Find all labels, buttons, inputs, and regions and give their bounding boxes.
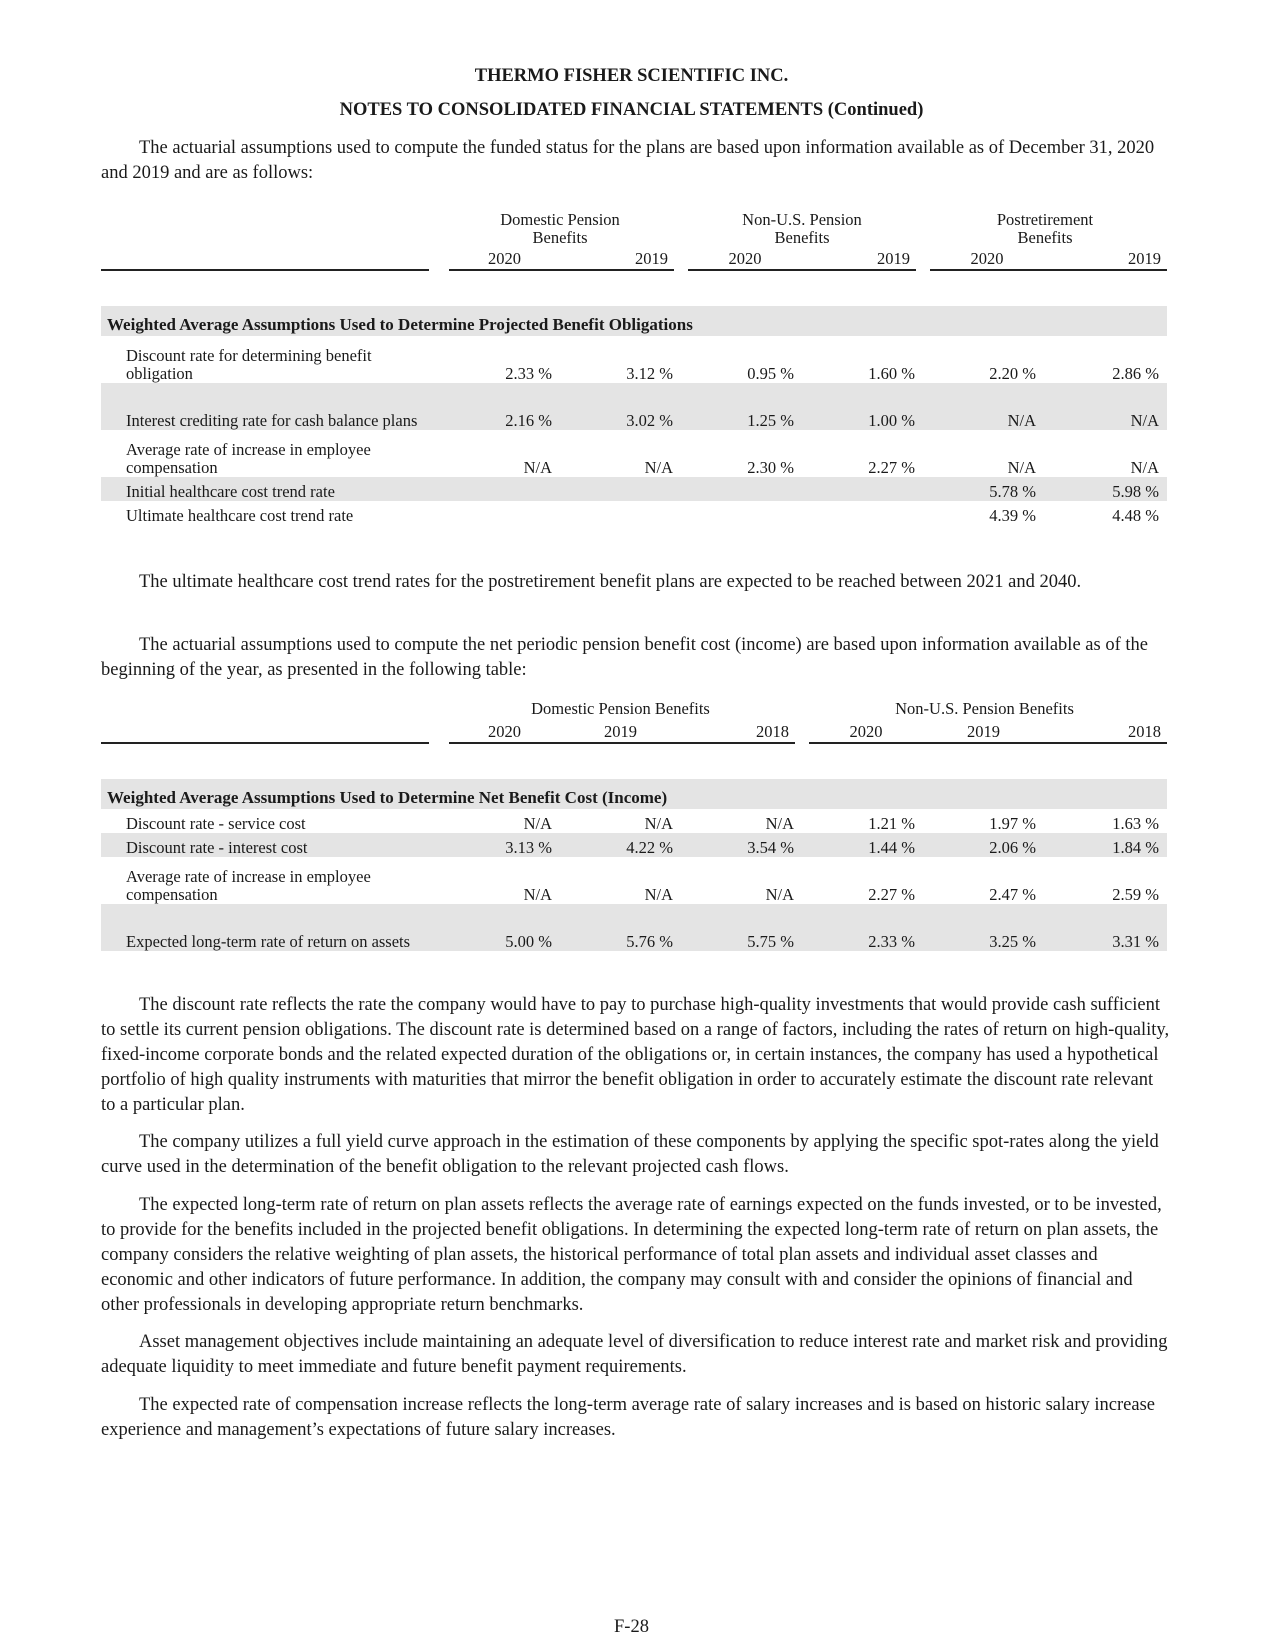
section-title-row [101, 779, 1167, 809]
cell-value: 2.06 % [989, 838, 1036, 857]
group-header-domestic: Domestic Pension Benefits [500, 210, 620, 247]
year-header: 2019 [560, 720, 681, 743]
group-header-non-us: Non-U.S. Pension Benefits [742, 210, 862, 247]
net-cost-assumptions-table [101, 700, 1167, 951]
cell-value [439, 477, 560, 501]
table-group-header-row [101, 211, 1167, 247]
cell-value: 1.21 % [868, 814, 915, 833]
cell-value: N/A [644, 814, 673, 833]
section-title: Weighted Average Assumptions Used to Determine Projected Benefit Obligations [101, 306, 1167, 336]
table-row [101, 809, 1167, 833]
cell-value: 2.30 % [747, 458, 794, 477]
row-label: Discount rate - service cost [126, 814, 306, 833]
asset-management-paragraph: Asset management objectives include maintaining an adequate level of diversification to reduce interest rate and market risk and providing adequate liquidity to meet immediate and future benefit payment requirements. [101, 1332, 1168, 1377]
year-header: 2020 [802, 720, 923, 743]
funded-status-assumptions-table [101, 211, 1167, 525]
group-header-non-us: Non-U.S. Pension Benefits [895, 699, 1074, 718]
cell-value: 2.33 % [505, 364, 552, 383]
cell-value: 1.60 % [868, 364, 915, 383]
row-label: Average rate of increase in employee compensation [126, 867, 371, 904]
cell-value: 2.16 % [505, 411, 552, 430]
table-row [101, 383, 1167, 430]
cell-value: 5.76 % [626, 932, 673, 951]
section-title-row [101, 306, 1167, 336]
cell-value: N/A [1007, 411, 1036, 430]
cell-value [560, 501, 681, 525]
cell-value: 2.86 % [1112, 364, 1159, 383]
table-row [101, 477, 1167, 501]
cell-value [802, 477, 923, 501]
cell-value: N/A [523, 814, 552, 833]
cell-value: 5.98 % [1112, 482, 1159, 501]
year-header: 2018 [1044, 720, 1167, 743]
yield-curve-paragraph: The company utilizes a full yield curve approach in the estimation of these components by applying the specific spot-rates along the yield curve used in the determination of the benefit obligation to the relevant projected cash flows. [101, 1132, 1159, 1177]
row-label: Initial healthcare cost trend rate [126, 482, 335, 501]
cell-value: 1.44 % [868, 838, 915, 857]
table-row [101, 430, 1167, 477]
cell-value: 5.75 % [747, 932, 794, 951]
year-header: 2020 [439, 247, 560, 270]
group-header-domestic: Domestic Pension Benefits [531, 699, 710, 718]
cell-value: 1.63 % [1112, 814, 1160, 833]
cell-value [681, 501, 802, 525]
discount-rate-paragraph: The discount rate reflects the rate the company would have to pay to purchase high-quality investments that would provide cash sufficient to settle its current pension obligations. The discount rate is determined based on a range of factors, including the rates of return on high-quality, fixed-income corporate bonds and the related expected duration of the obligations or, in certain instances, the company has used a hypothetical portfolio of high quality instruments with maturities that mirror the benefit obligation in order to accurately estimate the discount rate relevant to a particular plan. [101, 995, 1170, 1115]
row-label: Discount rate - interest cost [126, 838, 308, 857]
cell-value: 4.48 % [1112, 506, 1159, 525]
cell-value: 5.00 % [505, 932, 552, 951]
cell-value: N/A [1007, 458, 1036, 477]
label-column-rule [101, 720, 439, 743]
cell-value: 2.33 % [868, 932, 915, 951]
cell-value: 3.13 % [505, 838, 552, 857]
cell-value: 3.54 % [747, 838, 794, 857]
table-year-header-row [101, 720, 1167, 743]
cell-value: N/A [1130, 411, 1159, 430]
cell-value: 2.27 % [868, 458, 915, 477]
company-name: THERMO FISHER SCIENTIFIC INC. [474, 66, 789, 86]
table-year-header-row [101, 247, 1167, 270]
cell-value: 4.39 % [989, 506, 1036, 525]
cell-value: 0.95 % [747, 364, 794, 383]
year-header: 2020 [923, 247, 1044, 270]
cell-value: N/A [644, 885, 673, 904]
label-column-rule [101, 247, 439, 270]
row-label: Expected long-term rate of return on assets [126, 932, 411, 951]
year-header: 2020 [439, 720, 560, 743]
cell-value [439, 501, 560, 525]
cell-value: 2.59 % [1112, 885, 1160, 904]
cell-value: 1.97 % [989, 814, 1036, 833]
cell-value: 2.27 % [868, 885, 915, 904]
table-row [101, 336, 1167, 383]
table-row [101, 833, 1167, 857]
year-header: 2019 [1044, 247, 1167, 270]
cell-value: 3.31 % [1112, 932, 1160, 951]
net-cost-paragraph: The actuarial assumptions used to compute the net periodic pension benefit cost (income) are based upon information available as of the beginning of the year, as presented in the following table: [101, 635, 1148, 680]
cell-value: 5.78 % [989, 482, 1036, 501]
cell-value [681, 477, 802, 501]
expected-return-paragraph: The expected long-term rate of return on plan assets reflects the average rate of earnings expected on the funds invested, or to be invested, to provide for the benefits included in the projected benefit obligations. In determining the expected long-term rate of return on plan assets, the company considers the relative weighting of plan assets, the historical performance of total plan assets and individual asset classes and economic and other indicators of future performance. In addition, the company may consult with and consider the opinions of financial and other professionals in developing appropriate return benchmarks. [101, 1195, 1162, 1315]
cell-value: 3.12 % [626, 364, 673, 383]
table-group-header-row [101, 700, 1167, 720]
year-header: 2018 [681, 720, 802, 743]
cell-value: N/A [523, 885, 552, 904]
table-row [101, 501, 1167, 525]
cell-value: N/A [765, 885, 794, 904]
table-row [101, 904, 1167, 951]
cell-value: N/A [1130, 458, 1159, 477]
table-row [101, 857, 1167, 904]
cell-value: 3.25 % [989, 932, 1036, 951]
year-header: 2019 [802, 247, 923, 270]
year-header: 2020 [681, 247, 802, 270]
cell-value: N/A [765, 814, 794, 833]
cell-value: 4.22 % [626, 838, 673, 857]
cell-value: 1.25 % [747, 411, 794, 430]
notes-title: NOTES TO CONSOLIDATED FINANCIAL STATEMENTS (Continued) [339, 100, 924, 120]
cell-value: 2.47 % [989, 885, 1036, 904]
intro-paragraph: The actuarial assumptions used to compute the funded status for the plans are based upon information available as of December 31, 2020 and 2019 and are as follows: [101, 138, 1155, 183]
year-header: 2019 [560, 247, 681, 270]
cell-value: 2.20 % [989, 364, 1036, 383]
cell-value: N/A [523, 458, 552, 477]
cell-value: 1.00 % [868, 411, 915, 430]
row-label: Average rate of increase in employee compensation [126, 440, 371, 477]
row-label: Ultimate healthcare cost trend rate [126, 506, 354, 525]
cell-value [802, 501, 923, 525]
section-title: Weighted Average Assumptions Used to Determine Net Benefit Cost (Income) [101, 779, 1167, 809]
year-header: 2019 [923, 720, 1044, 743]
cell-value: N/A [644, 458, 673, 477]
cell-value [560, 477, 681, 501]
trend-paragraph: The ultimate healthcare cost trend rates for the postretirement benefit plans are expected to be reached between 2021 and 2040. [139, 572, 1082, 592]
page-number: F-28 [614, 1617, 649, 1637]
cell-value: 1.84 % [1112, 838, 1160, 857]
cell-value: 3.02 % [626, 411, 673, 430]
row-label: Discount rate for determining benefit obligation [126, 346, 372, 383]
group-header-postretirement: Postretirement Benefits [996, 210, 1094, 247]
row-label: Interest crediting rate for cash balance plans [126, 411, 418, 430]
compensation-increase-paragraph: The expected rate of compensation increase reflects the long-term average rate of salary increases and is based on historic salary increase experience and management’s expectations of future salary increases. [101, 1395, 1156, 1440]
